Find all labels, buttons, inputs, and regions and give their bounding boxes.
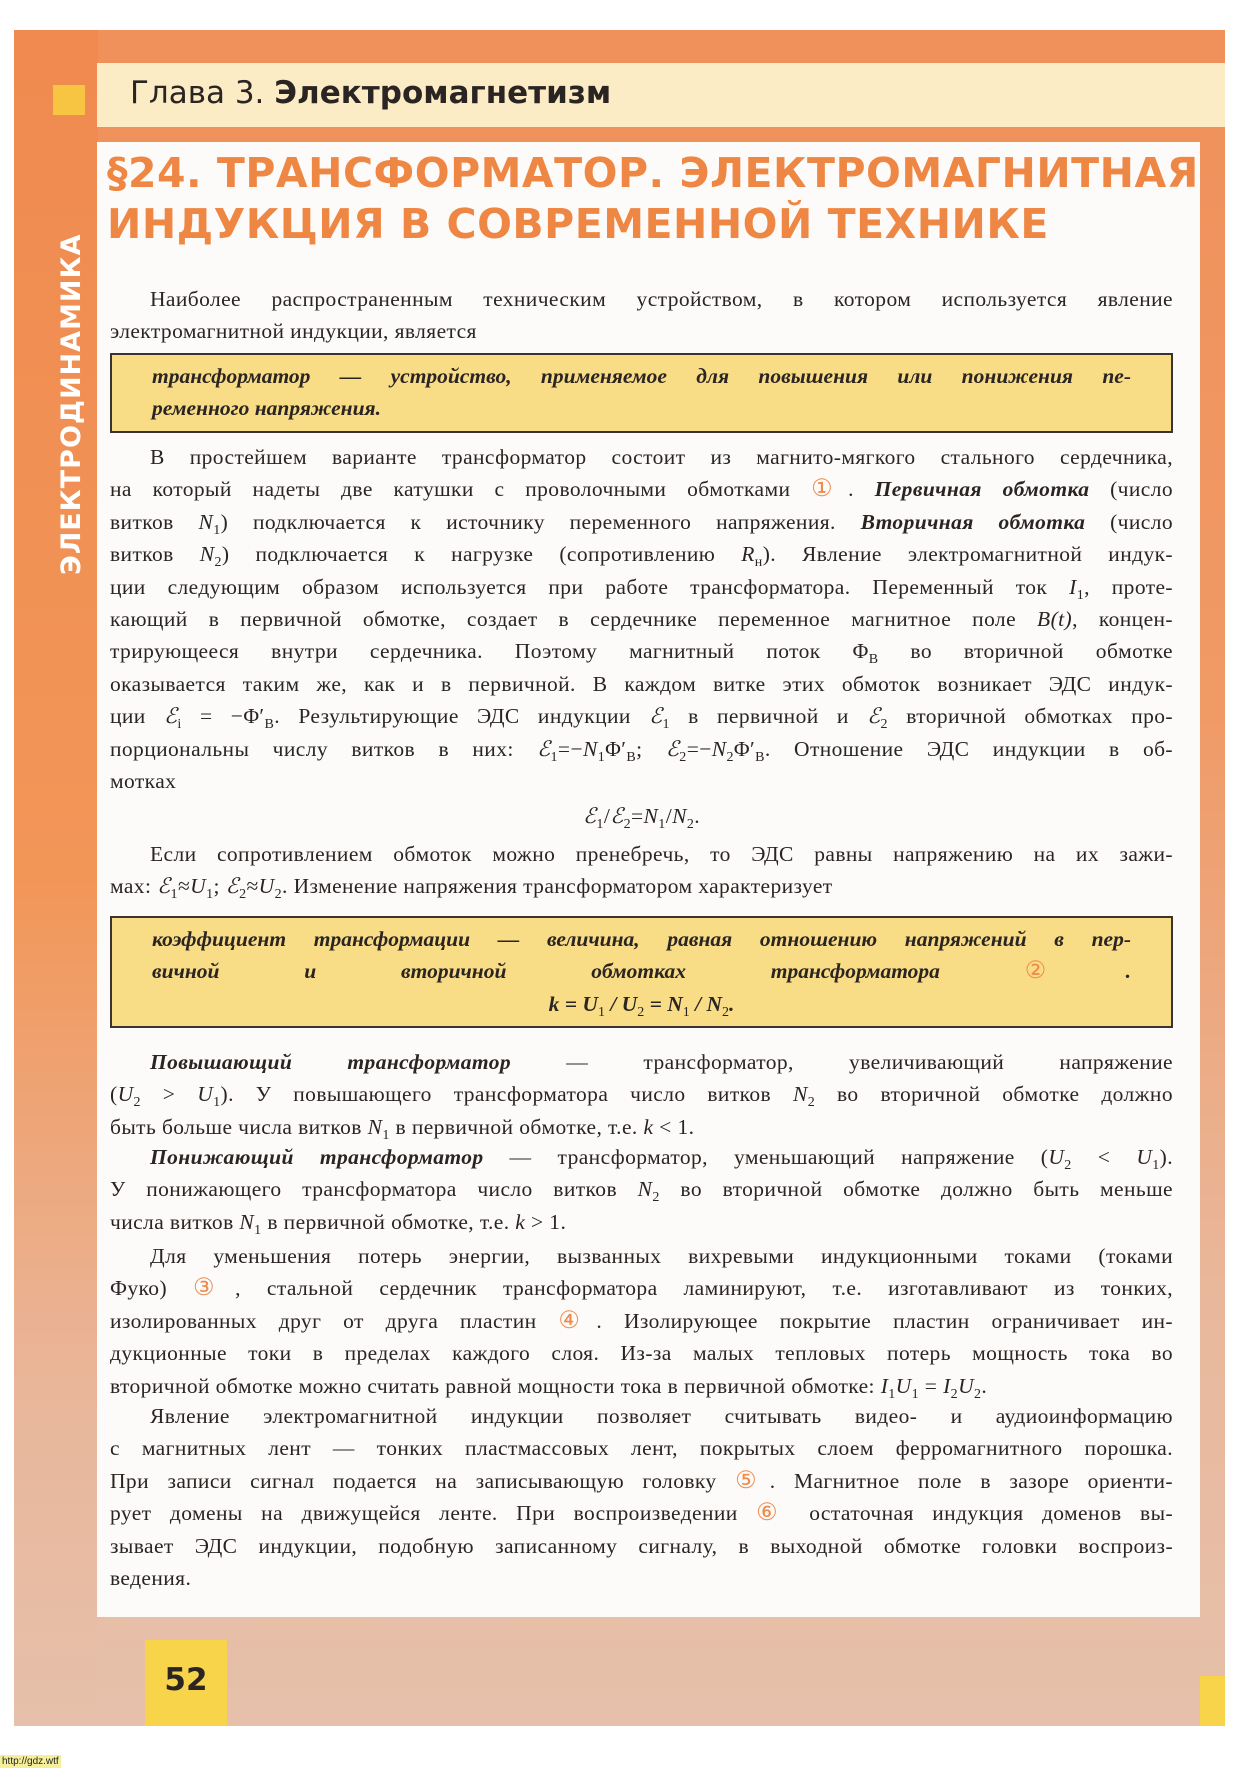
text: ≈ — [177, 874, 191, 899]
text-line — [110, 635, 1173, 667]
paragraph — [110, 1046, 1173, 1143]
math: ℰ — [665, 736, 680, 761]
text: ≈ — [246, 874, 259, 899]
text-line — [110, 283, 1173, 315]
text: ) подключается к нагрузке (сопротивлению — [221, 542, 742, 567]
term: / N — [689, 991, 722, 1016]
page-number-tab — [145, 1640, 227, 1726]
term: / U — [604, 991, 638, 1016]
math: ℰ — [649, 704, 663, 729]
text: У понижающего трансформатора число витков — [110, 1177, 638, 1202]
text: , стальной сердечник трансформатора ламинируют, т.е. изготавливают из тонких, — [235, 1276, 1173, 1301]
chapter-title — [130, 75, 611, 111]
term: k = U — [548, 991, 598, 1016]
text: Фуко) — [110, 1276, 193, 1301]
text: трирующееся внутри сердечника. Поэтому магнитный поток Φ — [110, 639, 869, 664]
text-line — [110, 1465, 1173, 1497]
text-line — [110, 1370, 1173, 1402]
subscript: 1 — [596, 817, 604, 832]
watermark-link[interactable]: http://gdz.wtf — [2, 1756, 59, 1767]
text-line — [110, 1240, 1173, 1272]
subscript: 2 — [726, 749, 734, 765]
text-line — [110, 870, 1173, 902]
text: > 1. — [525, 1209, 567, 1234]
figure-ref-icon: ⑥ — [756, 1500, 791, 1527]
subscript: 2 — [623, 817, 632, 832]
text: витков — [110, 542, 200, 567]
chapter-prefix: Глава 3. — [130, 75, 265, 111]
text: ции следующим образом используется при работе трансформатора. Переменный ток — [110, 574, 1070, 599]
text: . Изолирующее покрытие пластин ограничивает ин- — [596, 1308, 1173, 1333]
paragraph — [110, 1141, 1173, 1238]
math: ℰ — [164, 704, 178, 729]
text: . — [848, 477, 854, 502]
text-line — [110, 733, 1173, 765]
math: N — [711, 736, 727, 761]
subscript: 1 — [597, 1004, 605, 1020]
subscript: 1 — [1076, 587, 1085, 603]
text: В простейшем варианте трансформатор состоит из магнито-мягкого стального сердечника, — [150, 445, 1173, 469]
subscript: 2 — [974, 1386, 982, 1402]
text: на который надеты две катушки с проволочными обмотками — [110, 477, 812, 502]
paragraph — [110, 441, 1173, 797]
text: во вторичной обмотке должно быть меньше — [659, 1177, 1174, 1202]
text: =− — [686, 736, 712, 761]
text: . Отношение ЭДС индукции в об- — [764, 736, 1173, 761]
text: изолированных друг от друга пластин — [110, 1308, 559, 1333]
text: , проте- — [1084, 574, 1173, 599]
subscript: 1 — [1152, 1158, 1160, 1173]
text-line — [110, 1078, 1173, 1110]
text: числа витков — [110, 1209, 240, 1234]
text: Φ′ — [605, 736, 627, 761]
text-line — [110, 1206, 1173, 1238]
subscript: 2 — [950, 1386, 959, 1402]
figure-ref-icon: ② — [1024, 958, 1126, 985]
math: U — [117, 1082, 134, 1107]
section-title-line: §24. ТРАНСФОРМАТОР. ЭЛЕКТРОМАГНИТНАЯ — [107, 149, 1199, 197]
text: ). Явление электромагнитной индук- — [762, 542, 1173, 567]
page-number: 52 — [164, 1662, 208, 1698]
math: U — [258, 874, 275, 899]
text-line — [152, 955, 1131, 987]
text: ведения. — [110, 1565, 192, 1590]
text: — трансформатор, уменьшающий напряжение ( — [483, 1145, 1049, 1169]
term: коэффициент трансформации — величина, равная отношению напряжений в пер- — [152, 927, 1131, 951]
text-line — [110, 1111, 1173, 1143]
text: = — [919, 1373, 944, 1398]
subscript: i — [177, 717, 182, 733]
math: U — [190, 874, 207, 899]
figure-ref-icon: ⑤ — [735, 1467, 770, 1494]
subscript: 2 — [214, 555, 222, 571]
subscript: 1 — [682, 1004, 690, 1020]
text: во вторичной обмотке — [878, 639, 1173, 664]
text-line — [152, 923, 1131, 955]
math: ℰ — [537, 736, 551, 761]
subscript: 2 — [686, 817, 695, 832]
section-title-line: ИНДУКЦИЯ В СОВРЕМЕННОЙ ТЕХНИКЕ — [107, 200, 1049, 248]
subscript: B — [264, 717, 275, 733]
subscript: 2 — [274, 887, 283, 903]
term: трансформатор — устройство, применяемое для повышения или понижения пе- — [152, 364, 1131, 388]
text-line — [110, 441, 1173, 473]
text-line — [110, 473, 1173, 505]
text-line — [110, 700, 1173, 732]
text: порциональны числу витков в них: — [110, 736, 538, 761]
text: . Результирующие ЭДС индукции — [274, 704, 650, 729]
text-line — [110, 838, 1173, 870]
subscript: 1 — [888, 1386, 896, 1402]
text: Φ′ — [733, 736, 756, 761]
text: в первичной и — [669, 704, 868, 729]
text-line — [110, 765, 1173, 797]
text: . — [694, 804, 701, 828]
text: ( — [110, 1082, 118, 1107]
text: оказывается таким же, как и в первичной. В каждом витке этих обмоток возникает ЭДС индук- — [110, 671, 1173, 696]
definition-box — [110, 353, 1173, 433]
paragraph — [110, 283, 1173, 348]
text-line — [152, 360, 1131, 392]
math: N — [672, 804, 687, 828]
subscript: 2 — [239, 887, 247, 903]
text-line — [110, 1432, 1173, 1464]
text: с магнитных лент — тонких пластмассовых лент, покрытых слоем ферромагнитного порошка. — [110, 1436, 1173, 1461]
term: Вторичная обмотка — [860, 509, 1111, 534]
text: ; — [213, 874, 226, 899]
math: U — [1048, 1145, 1065, 1169]
math: R — [741, 542, 755, 567]
text: кающий в первичной обмотке, создает в сердечнике переменное магнитное поле — [110, 606, 1038, 631]
chapter-marker — [53, 85, 85, 115]
text-line — [152, 392, 1131, 424]
text: мах: — [110, 874, 158, 899]
text: зывает ЭДС индукции, подобную записанному сигналу, в выходной обмотке головки воспроиз- — [110, 1533, 1173, 1558]
text: При записи сигнал подается на записывающую головку — [110, 1468, 736, 1493]
text-line — [110, 1400, 1173, 1432]
subscript: 2 — [652, 1190, 660, 1206]
math: ℰ — [582, 804, 597, 828]
text: дукционные токи в пределах каждого слоя. Из-за малых тепловых потерь мощность тока во — [110, 1341, 1173, 1366]
text: вторичной обмотке можно считать равной мощности тока в первичной обмотке: — [110, 1373, 881, 1398]
subscript: 1 — [597, 749, 606, 765]
text: < — [1071, 1145, 1137, 1169]
text-line — [110, 603, 1173, 635]
math: N — [199, 542, 215, 567]
math: k — [515, 1209, 526, 1234]
subscript: 2 — [880, 717, 888, 733]
text: остаточная индукция доменов вы- — [790, 1501, 1173, 1526]
text: электромагнитной индукции, является — [110, 319, 477, 344]
math: ℰ — [225, 874, 240, 899]
term: . — [1125, 959, 1132, 984]
math: B(t) — [1037, 606, 1073, 631]
math: U — [1136, 1145, 1153, 1169]
paragraph — [110, 1240, 1173, 1402]
term: . — [728, 991, 735, 1016]
text: рует домены на движущейся ленте. При воспроизведении — [110, 1501, 757, 1526]
text: ). У повышающего трансформатора число витков — [220, 1082, 793, 1107]
math: ℰ — [867, 704, 881, 729]
math: N — [792, 1082, 808, 1107]
text-line — [110, 1337, 1173, 1369]
section-label: ЭЛЕКТРОДИНАМИКА — [56, 233, 87, 575]
subscript: 1 — [213, 522, 221, 538]
text-line — [110, 800, 1173, 832]
paragraph — [110, 838, 1173, 903]
edge-tab — [1200, 1676, 1225, 1726]
text: в первичной обмотке, т.е. — [261, 1209, 516, 1234]
term: Понижающий трансформатор — [150, 1145, 484, 1169]
subscript: 1 — [170, 887, 178, 903]
text: вторичной обмотках про- — [887, 704, 1173, 729]
text: / — [665, 804, 673, 828]
text-line — [110, 1562, 1173, 1594]
chapter-header — [97, 63, 1225, 127]
math: U — [958, 1373, 974, 1398]
term: ременного напряжения. — [152, 396, 381, 421]
subscript: 1 — [662, 717, 670, 733]
text: ; — [636, 736, 666, 761]
math: N — [643, 804, 659, 828]
term: Первичная обмотка — [853, 477, 1111, 502]
math: ℰ — [157, 874, 171, 899]
text: витков — [110, 509, 199, 534]
paragraph — [110, 1400, 1173, 1594]
text: ). — [1159, 1145, 1173, 1169]
subscript: 1 — [206, 887, 214, 903]
math: I — [880, 1373, 889, 1398]
subscript: 1 — [254, 1222, 262, 1238]
term: Повышающий трансформатор — [150, 1050, 512, 1074]
text-line — [110, 1272, 1173, 1304]
text: Явление электромагнитной индукции позволяет считывать видео- и аудиоинформацию — [150, 1404, 1173, 1428]
text: в первичной обмотке, т.е. — [389, 1114, 644, 1139]
text: =− — [557, 736, 583, 761]
figure-ref-icon: ④ — [558, 1307, 597, 1334]
text: — трансформатор, увеличивающий напряжение — [511, 1050, 1173, 1074]
text-line — [110, 1141, 1173, 1173]
subscript: 1 — [550, 749, 558, 765]
text-line — [110, 1046, 1173, 1078]
text: во вторичной обмотке должно — [815, 1082, 1173, 1107]
text: ) подключается к источнику переменного напряжения. — [220, 509, 861, 534]
text: ции — [110, 704, 164, 729]
text: = −Φ′ — [181, 704, 265, 729]
text: мотках — [110, 768, 177, 793]
text: . Изменение напряжения трансформатором характеризует — [282, 874, 833, 899]
text-line — [110, 506, 1173, 538]
formula — [110, 800, 1173, 832]
text: (число — [1110, 509, 1173, 534]
math: N — [582, 736, 598, 761]
term: вичной и вторичной обмотках трансформатора — [152, 959, 1025, 984]
subscript: 1 — [658, 817, 666, 832]
subscript: 1 — [213, 1095, 221, 1111]
figure-ref-icon: ① — [811, 476, 849, 503]
subscript: 2 — [133, 1095, 141, 1111]
text: . Магнитное поле в зазоре ориенти- — [769, 1468, 1173, 1493]
subscript: B — [868, 652, 879, 668]
section-title — [107, 148, 1199, 250]
subscript: 2 — [1064, 1158, 1072, 1173]
math: I — [943, 1373, 951, 1398]
definition-box — [110, 916, 1173, 1028]
text: быть больше числа витков — [110, 1114, 368, 1139]
subscript: 2 — [637, 1004, 645, 1020]
math: N — [198, 509, 214, 534]
math: I — [1069, 574, 1077, 599]
text: Если сопротивлением обмоток можно пренебречь, то ЭДС равны напряжению на их зажи- — [150, 842, 1173, 866]
text: (число — [1110, 477, 1174, 502]
text-line — [110, 571, 1173, 603]
text: > — [140, 1082, 198, 1107]
text-line — [110, 1530, 1173, 1562]
text: Для уменьшения потерь энергии, вызванных вихревыми индукционными токами (токами — [150, 1244, 1173, 1268]
text-line — [110, 315, 1173, 347]
text: Наиболее распространенным техническим устройством, в котором используется явление — [150, 287, 1173, 311]
text-line — [152, 988, 1131, 1020]
term: = N — [644, 991, 683, 1016]
text: = — [631, 804, 644, 828]
subscript: 2 — [721, 1004, 729, 1020]
subscript: B — [626, 749, 637, 765]
subscript: 2 — [807, 1095, 816, 1111]
text-line — [110, 1173, 1173, 1205]
subscript: 2 — [679, 749, 687, 765]
math: N — [637, 1177, 653, 1202]
text: < 1. — [653, 1114, 695, 1139]
math: N — [367, 1114, 383, 1139]
text-line — [110, 1497, 1173, 1529]
subscript: 1 — [382, 1127, 390, 1143]
math: N — [239, 1209, 255, 1234]
figure-ref-icon: ③ — [193, 1275, 236, 1302]
subscript: 1 — [911, 1386, 920, 1402]
chapter-name: Электромагнетизм — [274, 75, 612, 111]
text-line — [110, 1305, 1173, 1337]
text-line — [110, 668, 1173, 700]
math: U — [895, 1373, 912, 1398]
subscript: B — [755, 749, 765, 765]
math: k — [643, 1114, 654, 1139]
text: , концен- — [1072, 606, 1173, 631]
text-line — [110, 538, 1173, 570]
math: ℰ — [610, 804, 624, 828]
subscript: н — [754, 555, 763, 571]
text: / — [603, 804, 611, 828]
text: . — [981, 1373, 988, 1398]
math: U — [197, 1082, 214, 1107]
